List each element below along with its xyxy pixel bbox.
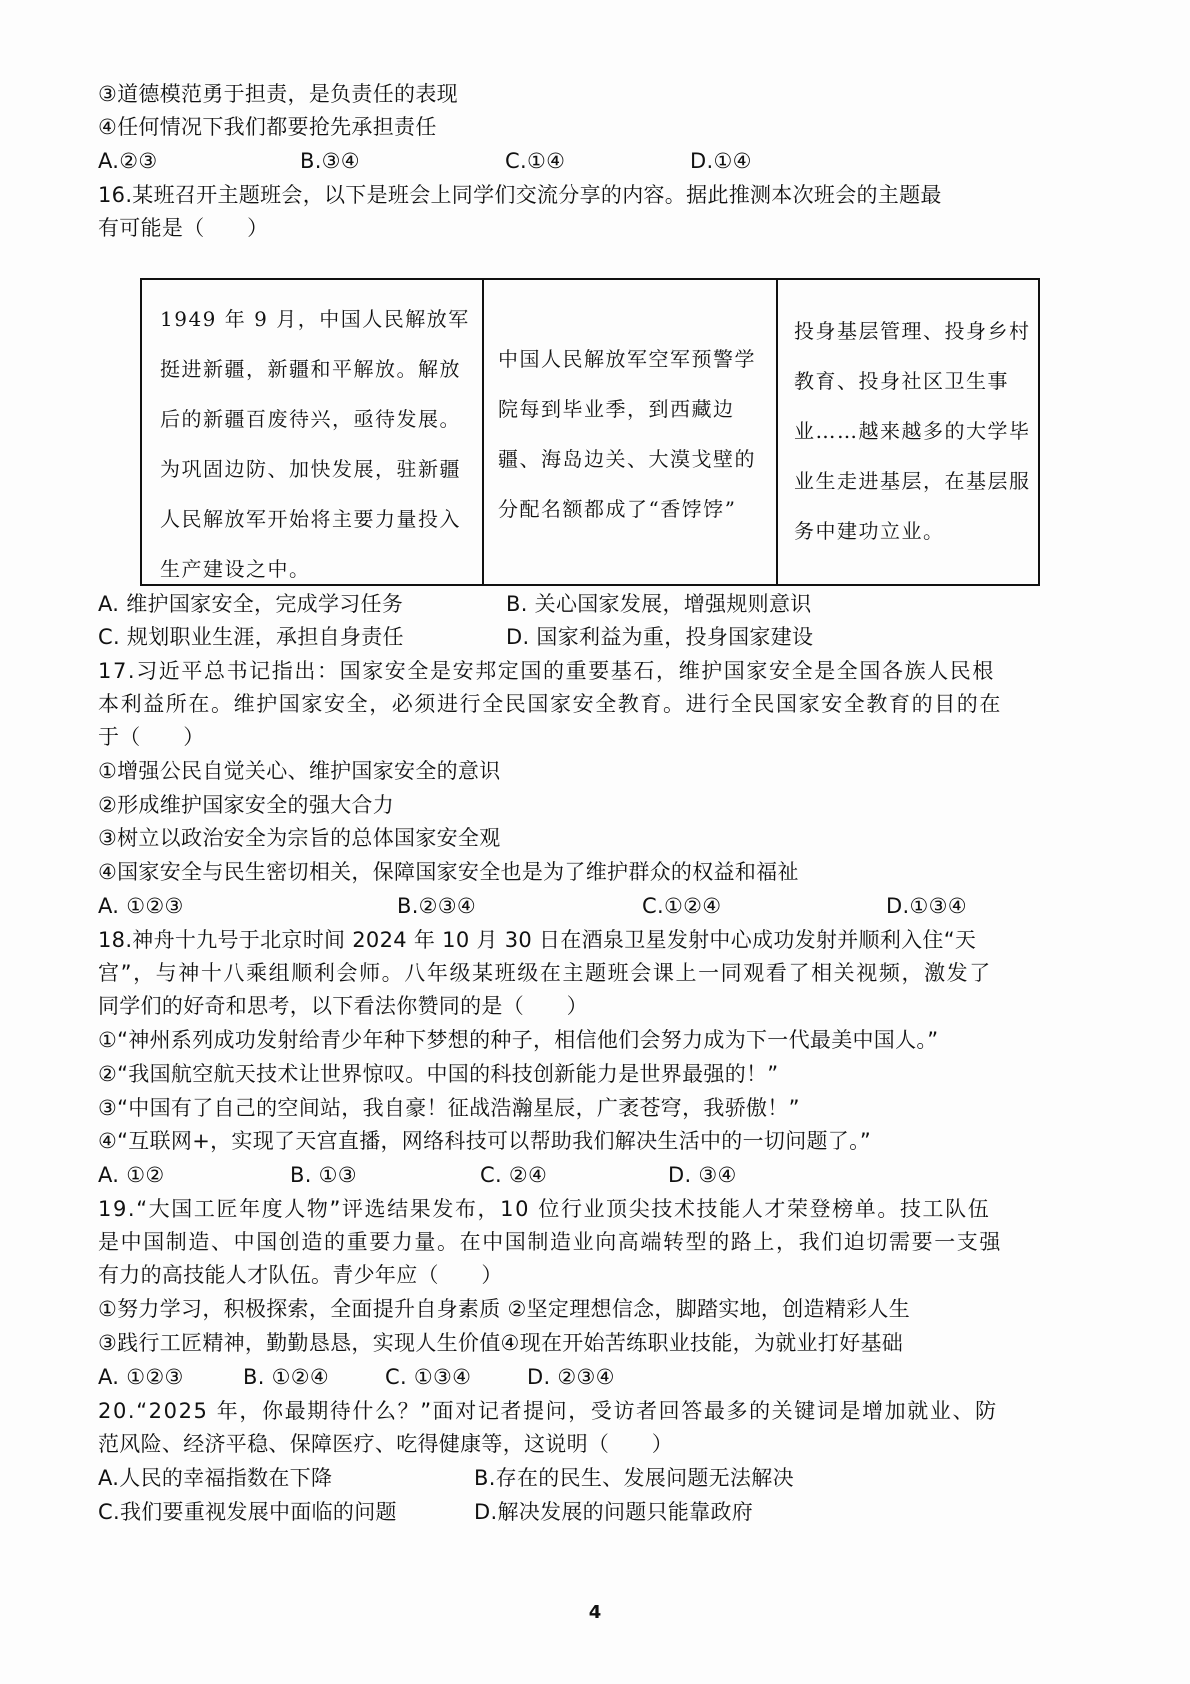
q16-stem-line-1: 16.某班召开主题班会，以下是班会上同学们交流分享的内容。据此推测本次班会的主题最: [98, 183, 942, 207]
q18-option-a: A. ①②: [98, 1163, 165, 1187]
q19-items-line-2: ③践行工匠精神，勤勤恳恳，实现人生价值④现在开始苦练职业技能，为就业打好基础: [98, 1331, 904, 1355]
q18-option-c: C. ②④: [480, 1163, 548, 1187]
page-number: 4: [588, 1602, 602, 1623]
q17-stem-line-3: 于（ ）: [98, 725, 205, 749]
q18-item-2: ②“我国航空航天技术让世界惊叹。中国的科技创新能力是世界最强的！”: [98, 1062, 779, 1086]
passage-cell-air-force: 中国人民解放军空军预警学院每到毕业季，到西藏边疆、海岛边关、大漠戈壁的分配名额都成了“香饽饽”: [484, 280, 778, 584]
q15-option-c: C.①④: [505, 149, 566, 173]
q20-stem-line-1: 20.“2025 年，你最期待什么？”面对记者提问，受访者回答最多的关键词是增加就业、防: [98, 1399, 998, 1423]
q15-option-a: A.②③: [98, 149, 158, 173]
q16-option-a: A. 维护国家安全，完成学习任务: [98, 592, 404, 616]
q17-stem-line-2: 本利益所在。维护国家安全，必须进行全民国家安全教育。进行全民国家安全教育的目的在: [98, 692, 1002, 716]
q19-option-a: A. ①②③: [98, 1365, 184, 1389]
q18-option-b: B. ①③: [290, 1163, 357, 1187]
q20-option-c: C.我们要重视发展中面临的问题: [98, 1500, 397, 1524]
q17-item-1: ①增强公民自觉关心、维护国家安全的意识: [98, 759, 501, 783]
q18-stem-line-1: 18.神舟十九号于北京时间 2024 年 10 月 30 日在酒泉卫星发射中心成功发射并顺利入住“天: [98, 928, 977, 952]
q16-option-b: B. 关心国家发展，增强规则意识: [506, 592, 812, 616]
passage-cell-graduates: 投身基层管理、投身乡村教育、投身社区卫生事业……越来越多的大学毕业生走进基层，在基层服务中建功立业。: [794, 319, 1031, 543]
q18-item-3: ③“中国有了自己的空间站，我自豪！征战浩瀚星辰，广袤苍穹，我骄傲！”: [98, 1096, 800, 1120]
q16-option-d: D. 国家利益为重，投身国家建设: [506, 625, 814, 649]
q16-option-c: C. 规划职业生涯，承担自身责任: [98, 625, 404, 649]
q15-item-3: ③道德模范勇于担责，是负责任的表现: [98, 82, 458, 106]
q15-item-4: ④任何情况下我们都要抢先承担责任: [98, 115, 437, 139]
passage-cell-xinjiang: 1949 年 9 月，中国人民解放军挺进新疆，新疆和平解放。解放后的新疆百废待兴，亟待发展。为巩固边防、加快发展，驻新疆人民解放军开始将主要力量投入生产建设之中。: [142, 280, 484, 584]
q15-option-b: B.③④: [300, 149, 360, 173]
q17-option-b: B.②③④: [397, 894, 477, 918]
q16-stem-line-2: 有可能是（ ）: [98, 216, 269, 240]
q20-stem-line-2: 范风险、经济平稳、保障医疗、吃得健康等，这说明（ ）: [98, 1432, 674, 1456]
q18-item-1: ①“神州系列成功发射给青少年种下梦想的种子，相信他们会努力成为下一代最美中国人。”: [98, 1028, 939, 1052]
q20-option-a: A.人民的幸福指数在下降: [98, 1466, 333, 1490]
q18-stem-line-2: 宫”，与神十八乘组顺利会师。八年级某班级在主题班会课上一同观看了相关视频，激发了: [98, 961, 992, 985]
q19-option-c: C. ①③④: [385, 1365, 472, 1389]
q17-option-d: D.①③④: [886, 894, 967, 918]
q19-stem-line-3: 有力的高技能人才队伍。青少年应（ ）: [98, 1263, 503, 1287]
q19-option-b: B. ①②④: [243, 1365, 330, 1389]
q17-item-2: ②形成维护国家安全的强大合力: [98, 793, 395, 817]
q17-option-c: C.①②④: [642, 894, 722, 918]
q18-option-d: D. ③④: [668, 1163, 737, 1187]
q19-items-line-1: ①努力学习，积极探索，全面提升自身素质 ②坚定理想信念，脚踏实地，创造精彩人生: [98, 1297, 911, 1321]
q19-stem-line-2: 是中国制造、中国创造的重要力量。在中国制造业向高端转型的路上，我们迫切需要一支强: [98, 1230, 1002, 1254]
q17-stem-line-1: 17.习近平总书记指出：国家安全是安邦定国的重要基石，维护国家安全是全国各族人民根: [98, 659, 995, 683]
q20-option-d: D.解决发展的问题只能靠政府: [474, 1500, 754, 1524]
q15-option-d: D.①④: [690, 149, 752, 173]
q18-item-4: ④“互联网+，实现了天宫直播，网络科技可以帮助我们解决生活中的一切问题了。”: [98, 1129, 872, 1153]
q16-passage-table: [140, 278, 1040, 586]
q17-item-3: ③树立以政治安全为宗旨的总体国家安全观: [98, 826, 501, 850]
q17-option-a: A. ①②③: [98, 894, 184, 918]
q17-item-4: ④国家安全与民生密切相关，保障国家安全也是为了维护群众的权益和福祉: [98, 860, 799, 884]
q20-option-b: B.存在的民生、发展问题无法解决: [474, 1466, 794, 1490]
q18-stem-line-3: 同学们的好奇和思考，以下看法你赞同的是（ ）: [98, 994, 588, 1018]
q19-stem-line-1: 19.“大国工匠年度人物”评选结果发布，10 位行业顶尖技术技能人才荣登榜单。技工队伍: [98, 1197, 991, 1221]
q19-option-d: D. ②③④: [527, 1365, 615, 1389]
